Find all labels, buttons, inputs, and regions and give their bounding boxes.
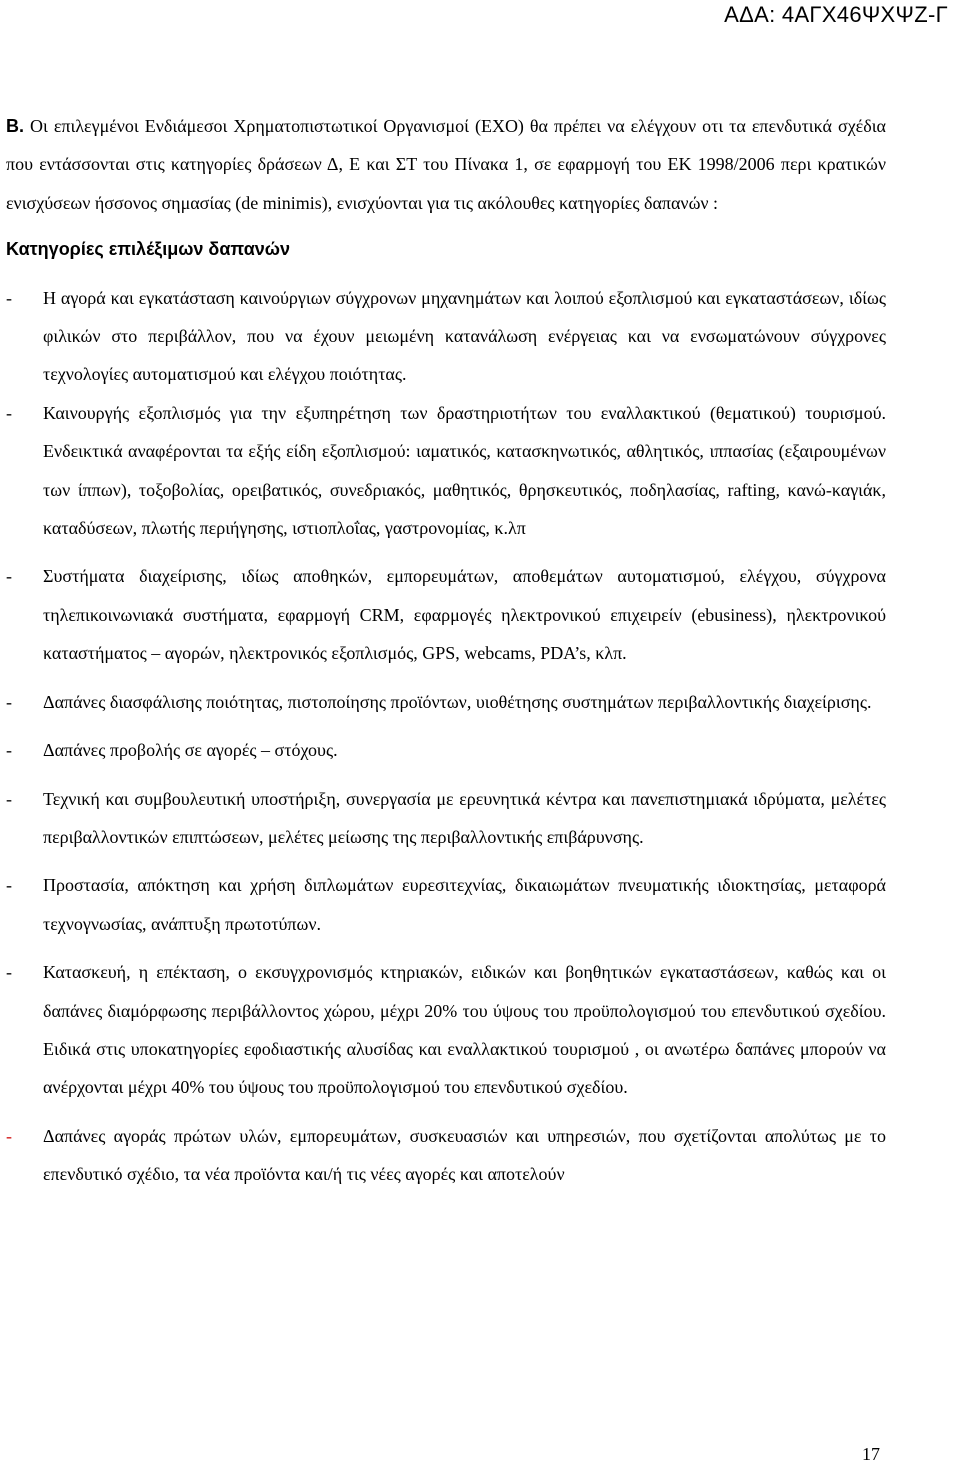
list-dash: - <box>6 1125 12 1146</box>
list-item <box>6 557 886 672</box>
list-dash: - <box>6 691 12 712</box>
intro-text: Οι επιλεγμένοι Ενδιάμεσοι Χρηματοπιστωτικοί Οργανισμοί (ΕΧΟ) θα πρέπει να ελέγχουν οτι τα επενδυτικά σχέδια που εντάσσονται στις κατηγορίες δράσεων Δ, Ε και ΣΤ του Πίνακα 1, σε εφαρμογή του ΕΚ 1998/2006 περι κρατικών ενισχύσεων ήσσονος σημασίας (de minimis), ενισχύονται για τις ακόλουθες κατηγορίες δαπανών : <box>6 116 886 213</box>
list-dash: - <box>6 875 12 896</box>
list-dash: - <box>6 740 12 761</box>
list-item <box>6 953 886 1107</box>
list-item-text: Δαπάνες διασφάλισης ποιότητας, πιστοποίησης προϊόντων, υιοθέτησης συστημάτων περιβαλλοντικής διαχείρισης. <box>43 691 872 712</box>
list-item <box>6 866 886 943</box>
list-dash: - <box>6 287 12 308</box>
list-item-text: Καινουργής εξοπλισμός για την εξυπηρέτηση των δραστηριοτήτων του εναλλακτικού (θεματικού) τουρισμού. Ενδεικτικά αναφέρονται τα εξής είδη εξοπλισμού: ιαματικός, κατασκηνωτικός, αθλητικός, ιππασίας (εξαιρουμένων των ίππων), τοξοβολίας, ορειβατικός, συνεδριακός, μαθητικός, θρησκευτικός, ποδηλασίας, rafting, κανώ-καγιάκ, καταδύσεων, πλωτής περιήγησης, ιστιοπλοΐας, γαστρονομίας, κ.λπ <box>43 402 886 539</box>
list-item <box>6 731 886 769</box>
list-dash: - <box>6 788 12 809</box>
list-item <box>6 279 886 394</box>
list-item-text: Δαπάνες αγοράς πρώτων υλών, εμπορευμάτων, συσκευασιών και υπηρεσιών, που σχετίζονται απολύτως με το επενδυτικό σχέδιο, τα νέα προϊόντα και/ή τις νέες αγορές και αποτελούν <box>43 1125 886 1185</box>
list-item-text: Συστήματα διαχείρισης, ιδίως αποθηκών, εμπορευμάτων, αποθεμάτων αυτοματισμού, ελέγχου, σύγχρονα τηλεπικοινωνιακά συστήματα, εφαρμογή CRM, εφαρμογές ηλεκτρονικού επιχειρείν (ebusiness), ηλεκτρονικού καταστήματος – αγορών, ηλεκτρονικός εξοπλισμός, GPS, webcams, PDA’s, κλπ. <box>43 566 886 664</box>
section-label: Β. <box>6 116 24 136</box>
list-item-text: Δαπάνες προβολής σε αγορές – στόχους. <box>43 740 338 761</box>
list-dash: - <box>6 566 12 587</box>
list-item-text: Η αγορά και εγκατάσταση καινούργιων σύγχρονων μηχανημάτων και λοιπού εξοπλισμού και εγκαταστάσεων, ιδίως φιλικών στο περιβάλλον, που να έχουν μειωμένη κατανάλωση ενέργειας και να ενσωματώνουν σύγχρονες τεχνολογίες αυτοματισμού και ελέγχου ποιότητας. <box>43 287 886 385</box>
list-item-text: Κατασκευή, η επέκταση, ο εκσυγχρονισμός κτηριακών, ειδικών και βοηθητικών εγκαταστάσεων, καθώς και οι δαπάνες διαμόρφωσης περιβάλλοντος χώρου, μέχρι 20% του ύψους του προϋπολογισμού του επενδυτικού σχεδίου. Ειδικά στις υποκατηγορίες εφοδιαστικής αλυσίδας και εναλλακτικού τουρισμού , οι ανωτέρω δαπάνες μπορούν να ανέρχονται μέχρι 40% του ύψους του προϋπολογισμού του επενδυτικού σχεδίου. <box>43 962 886 1098</box>
ada-identifier: ΑΔΑ: 4ΑΓΧ46ΨΧΨΖ-Γ <box>724 2 948 27</box>
document-body <box>6 107 886 1194</box>
page-number: 17 <box>862 1444 880 1464</box>
list-item-text: Τεχνική και συμβουλευτική υποστήριξη, συνεργασία με ερευνητικά κέντρα και πανεπιστημιακά ιδρύματα, μελέτες περιβαλλοντικών επιπτώσεων, μελέτες μείωσης της περιβαλλοντικής επιβάρυνσης. <box>43 788 886 847</box>
list-dash: - <box>6 962 12 983</box>
list-item <box>6 683 886 721</box>
section-heading: Κατηγορίες επιλέξιμων δαπανών <box>6 239 290 260</box>
list-dash: - <box>6 402 12 423</box>
list-item <box>6 780 886 857</box>
list-item <box>6 1117 886 1194</box>
list-item <box>6 394 886 548</box>
list-item-text: Προστασία, απόκτηση και χρήση διπλωμάτων ευρεσιτεχνίας, δικαιωμάτων πνευματικής ιδιοκτησίας, μεταφορά τεχνογνωσίας, ανάπτυξη πρωτοτύπων. <box>43 875 886 934</box>
intro-paragraph <box>6 107 886 222</box>
